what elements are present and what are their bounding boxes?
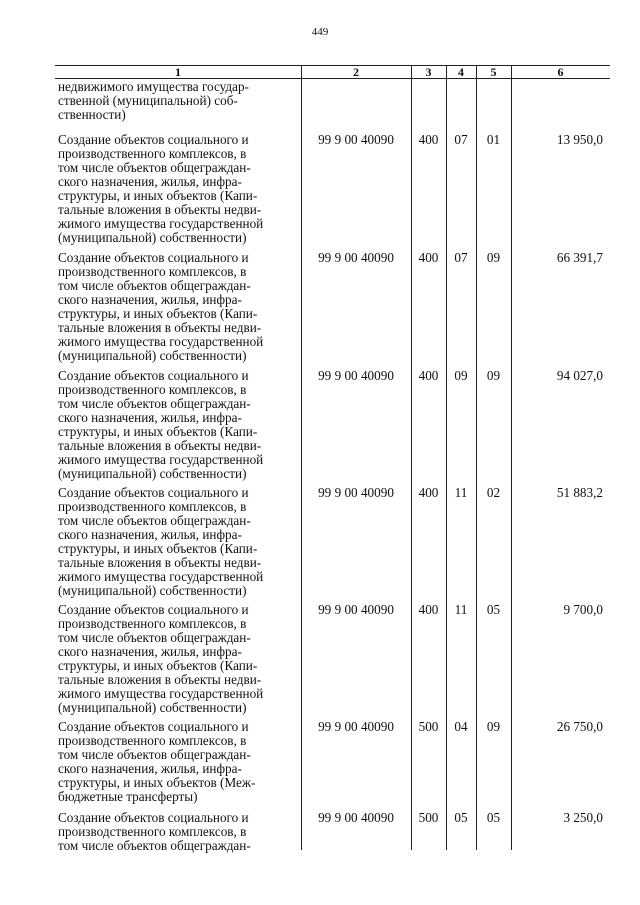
column-header: 4 — [458, 65, 464, 79]
column-header: 3 — [425, 65, 432, 79]
row-description: Создание объектов социального и производственного комплексов, в том числе объектов общеграждан- ского назначения, жилья, инфра- структуры, и иных объектов (Капи- тальные вложения в объекты недви- жимого имущества государственной (муниципальной) собственности) — [58, 250, 264, 363]
row-amount: 51 883,2 — [556, 485, 603, 500]
row-col5: 02 — [486, 485, 501, 500]
row-col3: 500 — [418, 719, 439, 734]
row-col4: 04 — [454, 719, 468, 734]
table-header — [55, 65, 610, 79]
row-col3: 400 — [418, 485, 439, 500]
row-code: 99 9 00 40090 — [318, 602, 394, 617]
row-col4: 09 — [454, 368, 468, 383]
row-description: Создание объектов социального и производственного комплексов, в том числе объектов общеграждан- ского назначения, жилья, инфра- структуры, и иных объектов (Меж- бюджетные трансферты) — [58, 719, 256, 804]
row-code: 99 9 00 40090 — [318, 132, 394, 147]
row-col5: 01 — [486, 132, 501, 147]
row-col3: 400 — [418, 602, 439, 617]
row-col4: 05 — [454, 810, 468, 825]
row-col5: 09 — [486, 719, 501, 734]
page-number: 449 — [311, 26, 329, 38]
row-description: Создание объектов социального и производственного комплексов, в том числе объектов общеграждан- — [58, 810, 251, 853]
row-amount: 66 391,7 — [556, 250, 603, 265]
column-header: 1 — [175, 65, 181, 79]
row-col5: 09 — [486, 368, 501, 383]
column-header: 2 — [353, 65, 359, 79]
row-description: недвижимого имущества государ- ственной (муниципальной) соб- ственности) — [58, 79, 249, 122]
row-amount: 3 250,0 — [563, 810, 603, 825]
row-description: Создание объектов социального и производственного комплексов, в том числе объектов общеграждан- ского назначения, жилья, инфра- структуры, и иных объектов (Капи- тальные вложения в объекты недви- жимого имущества государственной (муниципальной) собственности) — [58, 485, 264, 598]
row-col3: 400 — [418, 368, 439, 383]
row-amount: 26 750,0 — [556, 719, 603, 734]
row-code: 99 9 00 40090 — [318, 250, 394, 265]
row-col3: 400 — [418, 250, 439, 265]
row-col4: 11 — [454, 602, 468, 617]
row-col5: 05 — [486, 810, 501, 825]
row-col5: 09 — [486, 250, 501, 265]
row-code: 99 9 00 40090 — [318, 719, 394, 734]
row-description: Создание объектов социального и производственного комплексов, в том числе объектов общеграждан- ского назначения, жилья, инфра- структуры, и иных объектов (Капи- тальные вложения в объекты недви- жимого имущества государственной (муниципальной) собственности) — [58, 132, 264, 245]
row-amount: 94 027,0 — [556, 368, 603, 383]
row-description: Создание объектов социального и производственного комплексов, в том числе объектов общеграждан- ского назначения, жилья, инфра- структуры, и иных объектов (Капи- тальные вложения в объекты недви- жимого имущества государственной (муниципальной) собственности) — [58, 602, 264, 715]
row-amount: 13 950,0 — [556, 132, 603, 147]
row-col4: 07 — [454, 132, 468, 147]
row-code: 99 9 00 40090 — [318, 368, 394, 383]
row-col3: 500 — [418, 810, 439, 825]
row-code: 99 9 00 40090 — [318, 485, 394, 500]
column-header: 5 — [490, 65, 497, 79]
row-amount: 9 700,0 — [563, 602, 603, 617]
row-col4: 11 — [454, 485, 468, 500]
column-header: 6 — [557, 65, 564, 79]
row-col4: 07 — [454, 250, 468, 265]
row-col5: 05 — [486, 602, 501, 617]
row-col3: 400 — [418, 132, 439, 147]
row-description: Создание объектов социального и производственного комплексов, в том числе объектов общеграждан- ского назначения, жилья, инфра- структуры, и иных объектов (Капи- тальные вложения в объекты недви- жимого имущества государственной (муниципальной) собственности) — [58, 368, 264, 481]
row-code: 99 9 00 40090 — [318, 810, 394, 825]
